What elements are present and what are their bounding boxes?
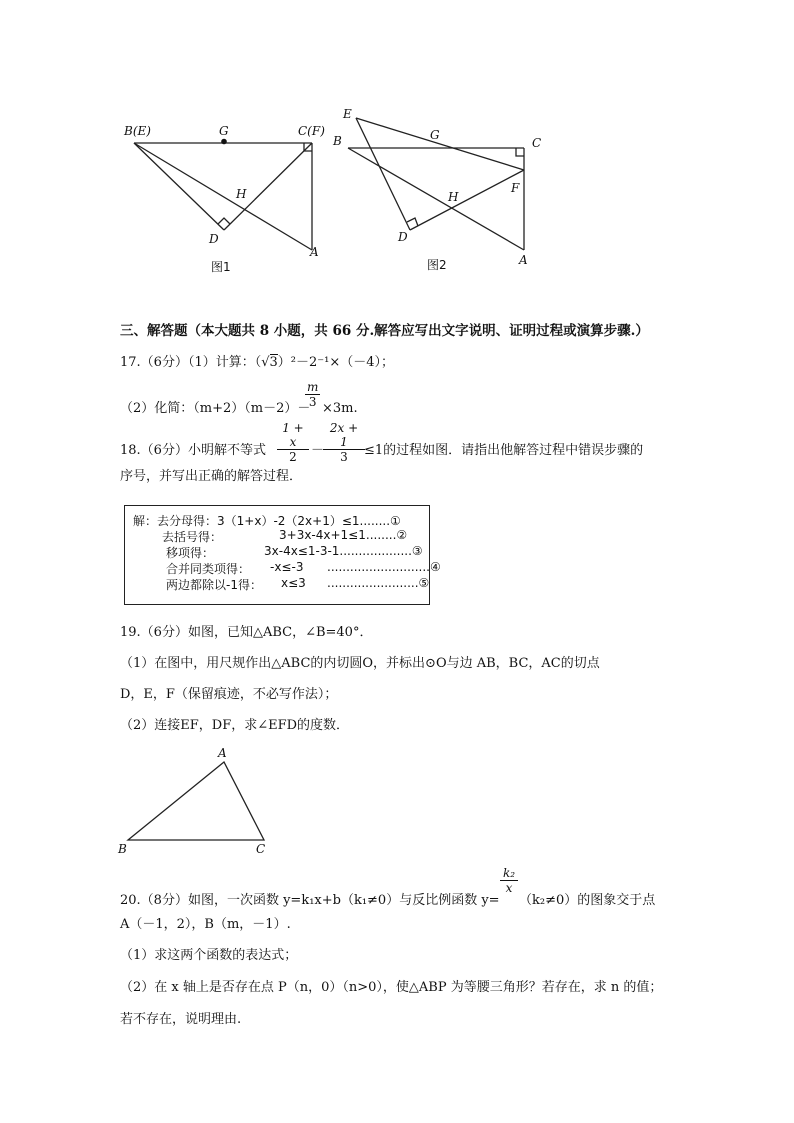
section-heading: 三、解答题（本大题共 8 小题，共 66 分.解答应写出文字说明、证明过程或演算步骤.） — [120, 323, 649, 339]
solution-step-5-expr: x≤3 — [281, 576, 306, 590]
q18-prefix: 18.（6分）小明解不等式 — [120, 443, 266, 458]
solution-step-5: 两边都除以-1得： — [166, 578, 262, 592]
q19-triangle-figure — [120, 750, 280, 850]
fig1-label-D: D — [209, 232, 219, 246]
q17-frac-num: m — [307, 380, 319, 394]
fig2-label-F: F — [511, 181, 520, 195]
fig2-segment-EF — [356, 118, 524, 170]
solution-step-3: 移项得： — [166, 546, 215, 560]
fig2-segment-ED — [356, 118, 410, 230]
fig1-segment-BD — [134, 143, 224, 230]
q17-prefix: 17.（6分）（1）计算：（ — [120, 355, 262, 370]
fig2-label-G: G — [430, 128, 440, 142]
q19-label-B: B — [118, 842, 127, 856]
q17-line1 — [120, 354, 394, 372]
q18-line2: 序号，并写出正确的解答过程． — [120, 469, 303, 484]
fig2-segment-DF — [410, 170, 524, 230]
fig2-label-D: D — [398, 230, 408, 244]
q20-fraction — [500, 866, 518, 895]
q20-line5: 若不存在，说明理由. — [120, 1012, 242, 1027]
fig1-label-C: C(F) — [298, 124, 325, 138]
q17-suffix: ）²－2⁻¹×（－4）； — [277, 355, 395, 370]
q18-frac2-den: 3 — [340, 450, 348, 464]
fig1-label-B: B(E) — [124, 124, 151, 138]
q18-fraction-1 — [277, 421, 309, 464]
fig2-right-angle-C — [516, 148, 524, 156]
q18-frac1-num: 1 + x — [277, 421, 309, 450]
fig2-label-A: A — [519, 253, 528, 267]
q19-label-A: A — [218, 746, 227, 760]
fig2-label-C: C — [532, 136, 542, 150]
q18-solution-box — [124, 505, 441, 605]
q20-line3: （1）求这两个函数的表达式； — [120, 948, 298, 963]
fig1-label-H: H — [236, 187, 247, 201]
q19-line4: （2）连接EF，DF，求∠EFD的度数． — [120, 718, 350, 733]
q17-fraction — [305, 380, 320, 409]
solution-step-2-expr: 3+3x-4x+1≤1........② — [279, 528, 408, 542]
q19-line2: （1）在图中，用尺规作出△ABC的内切圆O，并标出⊙O与边 AB，BC，AC的切点 — [120, 656, 600, 671]
fig2-caption: 图2 — [427, 258, 447, 272]
q20-suffix: （k₂≠0）的图象交于点 — [519, 893, 656, 908]
fig1-point-G — [221, 139, 227, 145]
sqrt-symbol: √ — [261, 355, 270, 370]
q20-prefix: 20.（8分）如图，一次函数 y=k₁x+b（k₁≠0）与反比例函数 y= — [120, 893, 500, 908]
q18-frac2-num: 2x + 1 — [323, 421, 365, 450]
q19-line3: D，E，F（保留痕迹，不必写作法）； — [120, 687, 338, 702]
q18-frac1-den: 2 — [289, 450, 297, 464]
fig1-caption: 图1 — [211, 260, 231, 274]
solution-step-4: 合并同类项得： — [166, 562, 251, 576]
fig1-right-angle-D — [218, 218, 230, 224]
fig2-label-E: E — [343, 107, 352, 121]
q20-line4: （2）在 x 轴上是否存在点 P（n，0）（n>0），使△ABP 为等腰三角形？若存在，求 n 的值； — [120, 980, 663, 995]
triangle-ABC — [128, 762, 264, 840]
fig2-segment-BA — [348, 148, 524, 250]
fig1-label-G: G — [219, 124, 229, 138]
solution-step-3-expr: 3x-4x≤1-3-1...................③ — [264, 544, 423, 558]
q20-frac-den: x — [505, 881, 513, 895]
q20-frac-num: k₂ — [500, 866, 518, 881]
solution-step-4-tail: ...........................④ — [327, 560, 441, 574]
fig1-label-A: A — [310, 245, 319, 259]
q18-suffix: ≤1的过程如图．请指出他解答过程中错误步骤的 — [364, 443, 644, 458]
q17-line2-prefix: （2）化简：（m+2）（m－2）－ — [120, 401, 311, 416]
fig1-segment-BA — [134, 143, 312, 250]
fig2-right-angle-D — [407, 218, 418, 226]
fig2-label-B: B — [333, 134, 342, 148]
solution-step-2: 去括号得： — [162, 530, 223, 544]
q17-sqrt-arg: 3 — [269, 355, 278, 370]
q19-label-C: C — [256, 842, 266, 856]
q19-line1: 19.（6分）如图，已知△ABC，∠B=40°． — [120, 625, 373, 640]
q18-fraction-2 — [323, 421, 365, 464]
solution-step-5-tail: ........................⑤ — [327, 576, 430, 590]
q17-frac-den: 3 — [308, 395, 317, 409]
solution-step-4-expr: -x≤-3 — [270, 560, 304, 574]
solution-step-1: 解：去分母得：3（1+x）-2（2x+1）≤1........① — [133, 514, 401, 528]
fig2-label-H: H — [448, 190, 459, 204]
q20-line2: A（－1，2），B（m，－1）. — [120, 917, 291, 932]
q18-minus: － — [311, 443, 325, 458]
q17-line2-suffix: ×3m. — [322, 401, 358, 416]
